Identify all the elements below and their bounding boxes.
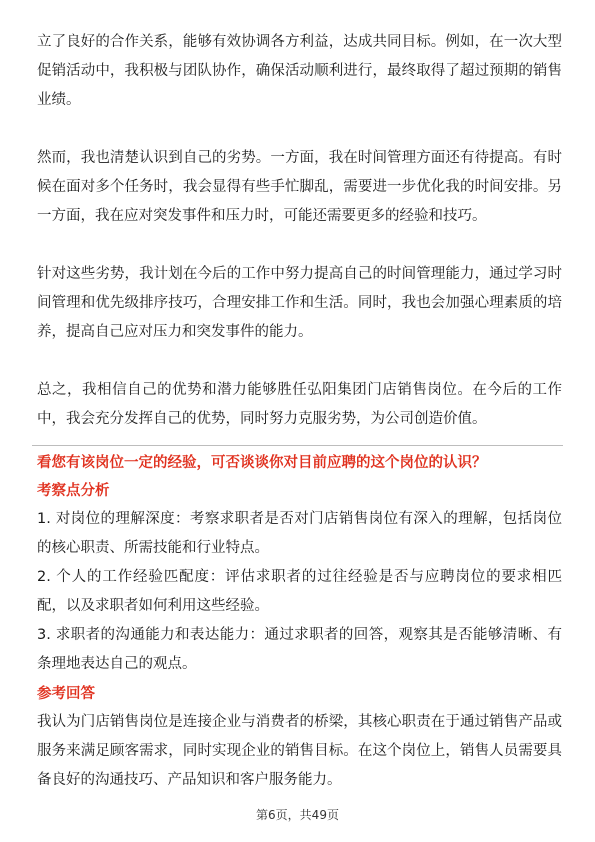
paragraph-gap <box>37 231 562 260</box>
interview-question: 看您有该岗位一定的经验，可否谈谈你对目前应聘的这个岗位的认识？ <box>37 455 487 471</box>
paragraph-weaknesses: 然而，我也清楚认识到自己的劣势。一方面，我在时间管理方面还有待提高。有时候在面对多个任务时，我会显得有些手忙脚乱，需要进一步优化我的时间安排。另一方面，我在应对突发事件和压力时，可能还需要更多的经验和技巧。 <box>37 150 562 224</box>
analysis-heading: 考察点分析 <box>37 483 110 499</box>
paragraph-gap <box>37 115 562 144</box>
paragraph-improvement-plan: 针对这些劣势，我计划在今后的工作中努力提高自己的时间管理能力，通过学习时间管理和优先级排序技巧，合理安排工作和生活。同时，我也会加强心理素质的培养，提高自己应对压力和突发事件的能力。 <box>37 266 562 340</box>
section-divider <box>32 445 563 446</box>
body-text <box>37 28 562 434</box>
interview-question-section <box>37 449 562 795</box>
paragraph-cooperation: 立了良好的合作关系，能够有效协调各方利益，达成共同目标。例如，在一次大型促销活动中，我积极与团队协作，确保活动顺利进行，最终取得了超过预期的销售业绩。 <box>37 34 562 108</box>
analysis-item: 3. 求职者的沟通能力和表达能力：通过求职者的回答，观察其是否能够清晰、有条理地表达自己的观点。 <box>37 627 562 672</box>
paragraph-gap <box>37 347 562 376</box>
reference-answer-text: 我认为门店销售岗位是连接企业与消费者的桥梁，其核心职责在于通过销售产品或服务来满足顾客需求，同时实现企业的销售目标。在这个岗位上，销售人员需要具备良好的沟通技巧、产品知识和客户服务能力。 <box>37 714 562 788</box>
analysis-item: 2. 个人的工作经验匹配度：评估求职者的过往经验是否与应聘岗位的要求相匹配，以及求职者如何利用这些经验。 <box>37 569 562 614</box>
paragraph-conclusion: 总之，我相信自己的优势和潜力能够胜任弘阳集团门店销售岗位。在今后的工作中，我会充分发挥自己的优势，同时努力克服劣势，为公司创造价值。 <box>37 382 562 427</box>
reference-answer-heading: 参考回答 <box>37 686 95 702</box>
page-number: 第6页，共49页 <box>256 808 339 822</box>
analysis-item: 1. 对岗位的理解深度：考察求职者是否对门店销售岗位有深入的理解，包括岗位的核心职责、所需技能和行业特点。 <box>37 511 562 556</box>
